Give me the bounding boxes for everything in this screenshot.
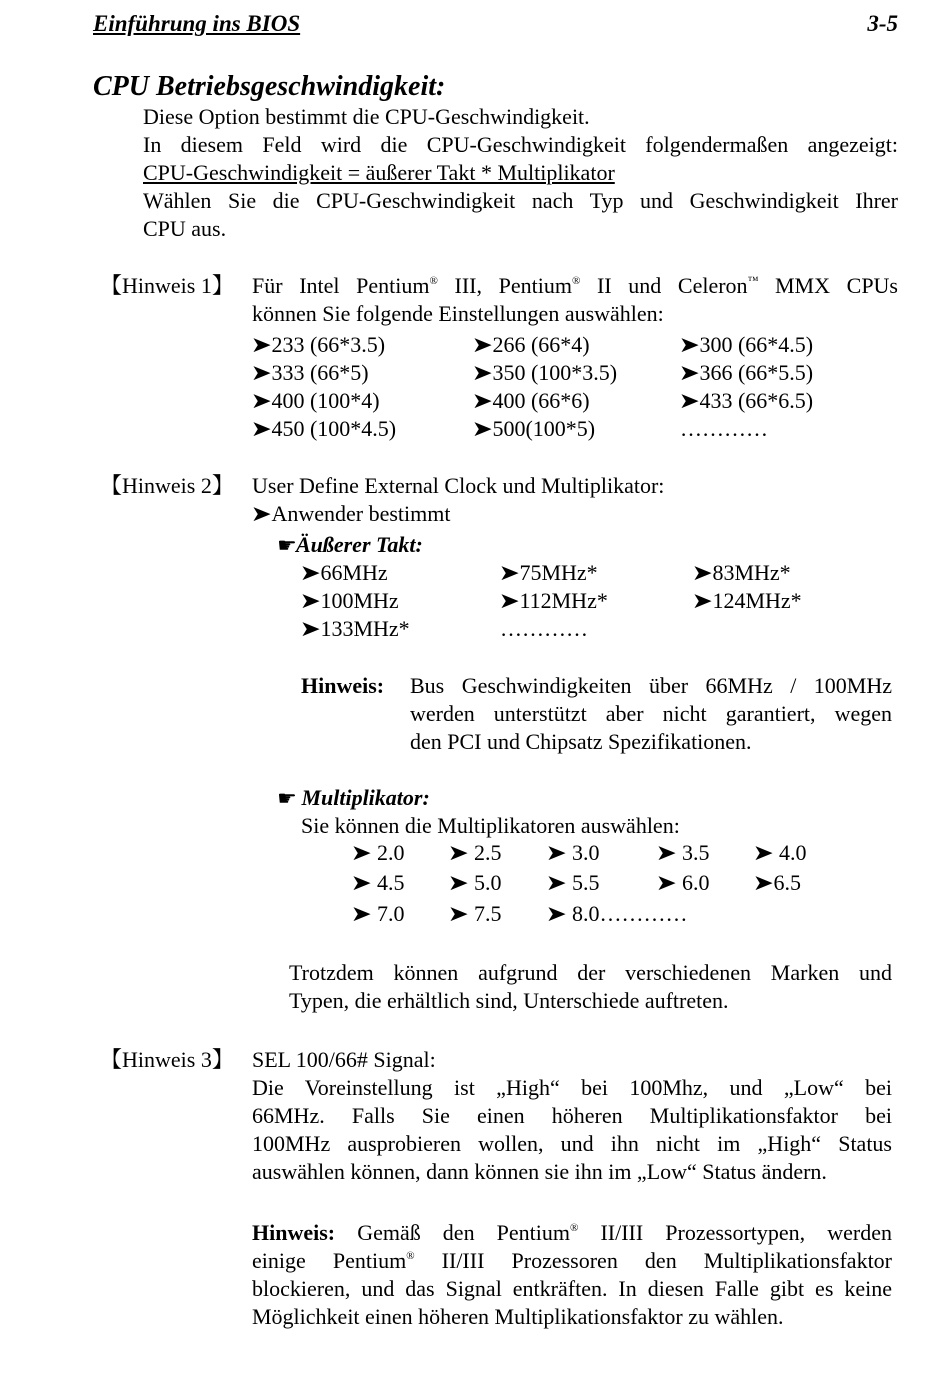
arrow-icon: ➤ (545, 870, 567, 895)
multiplier-option: ➤ 4.0 (752, 840, 807, 865)
cpu-speed-option: ➤433 (66*6.5) (678, 388, 814, 413)
note-3-line: auswählen können, dann können sie ihn im „Low“ Status ändern. (252, 1159, 827, 1184)
arrow-icon: ➤ (250, 332, 272, 357)
clock-option: ➤112MHz* (498, 588, 608, 613)
processor-hint (252, 1219, 892, 1331)
clock-option: ➤133MHz* (299, 616, 410, 641)
arrow-icon: ➤ (498, 588, 520, 613)
arrow-icon: ➤ (545, 840, 567, 865)
arrow-icon: ➤ (350, 870, 372, 895)
variation-line: Trotzdem können aufgrund der verschiedenen Marken und (289, 960, 892, 985)
intro-line: CPU aus. (143, 216, 227, 241)
arrow-icon: ➤ (691, 588, 713, 613)
cpu-speed-option: ➤400 (100*4) (250, 388, 380, 413)
arrow-icon: ➤ (250, 388, 272, 413)
note-3-line: SEL 100/66# Signal: (252, 1047, 436, 1072)
arrow-icon: ➤ (655, 840, 677, 865)
arrow-icon: ➤ (299, 560, 321, 585)
arrow-icon: ➤ (250, 416, 272, 441)
cpu-speed-option: ➤333 (66*5) (250, 360, 369, 385)
multiplier-option: ➤ 6.0 (655, 870, 710, 895)
cpu-speed-option: ➤450 (100*4.5) (250, 416, 397, 441)
variation-note (289, 959, 892, 1015)
note-2-content (252, 472, 898, 528)
multiplier-option: ➤ 3.5 (655, 840, 710, 865)
hint-line: blockieren, und das Signal entkräften. In diesen Falle gibt es keine (252, 1276, 892, 1301)
arrow-icon: ➤ (752, 840, 774, 865)
arrow-icon: ➤ (691, 560, 713, 585)
ellipsis: ………… (680, 416, 768, 441)
clock-option: ➤75MHz* (498, 560, 598, 585)
clock-option: ➤124MHz* (691, 588, 802, 613)
note-3-line: 66MHz. Falls Sie einen höheren Multiplikationsfaktor bei (252, 1103, 892, 1128)
arrow-icon: ➤ (471, 416, 493, 441)
multiplier-option: ➤ 4.5 (350, 870, 405, 895)
cpu-speed-option: ➤350 (100*3.5) (471, 360, 618, 385)
multiplier-option: ➤ 5.5 (545, 870, 600, 895)
multiplier-option: ➤6.5 (752, 870, 801, 895)
arrow-icon: ➤ (678, 332, 700, 357)
intro-paragraph (143, 103, 898, 243)
hint-line: Bus Geschwindigkeiten über 66MHz / 100MHz (410, 673, 892, 698)
note-3-content (252, 1046, 892, 1186)
arrow-icon: ➤ (250, 360, 272, 385)
hint-label: Hinweis: (301, 673, 385, 698)
arrow-icon: ➤ (447, 840, 469, 865)
multiplier-option: ➤ 3.0 (545, 840, 600, 865)
intro-line: Diese Option bestimmt die CPU-Geschwindigkeit. (143, 104, 590, 129)
note-2-label: 【Hinweis 2】 (100, 473, 234, 498)
cpu-speed-option: ➤233 (66*3.5) (250, 332, 386, 357)
multiplier-option: ➤ 5.0 (447, 870, 502, 895)
arrow-icon: ➤ (350, 840, 372, 865)
intro-line: In diesem Feld wird die CPU-Geschwindigkeit folgendermaßen angezeigt: (143, 132, 898, 157)
note-3-label: 【Hinweis 3】 (100, 1047, 234, 1072)
clock-heading: ☛Äußerer Takt: (278, 531, 423, 560)
cpu-speed-option: ➤266 (66*4) (471, 332, 590, 357)
multiplier-option: ➤ 7.5 (447, 901, 502, 926)
cpu-speed-option: ➤400 (66*6) (471, 388, 590, 413)
cpu-speed-option: ➤300 (66*4.5) (678, 332, 814, 357)
variation-line: Typen, die erhältlich sind, Unterschiede auftreten. (289, 988, 729, 1013)
arrow-icon: ➤ (678, 388, 700, 413)
pointing-hand-icon: ☛ (277, 535, 297, 557)
ellipsis: ………… (500, 616, 588, 641)
pointing-hand-icon: ☛ (277, 788, 297, 810)
hint-line: Möglichkeit einen höheren Multiplikationsfaktor zu wählen. (252, 1304, 784, 1329)
multiplier-option: ➤ 7.0 (350, 901, 405, 926)
arrow-icon: ➤ (655, 870, 677, 895)
cpu-speed-option: ➤500(100*5) (471, 416, 596, 441)
arrow-icon: ➤ (447, 901, 469, 926)
hint-line: den PCI und Chipsatz Spezifikationen. (410, 729, 752, 754)
clock-option: ➤66MHz (299, 560, 388, 585)
note-3-line: 100MHz ausprobieren wollen, und ihn nicht im „High“ Status (252, 1131, 892, 1156)
arrow-icon: ➤ (447, 870, 469, 895)
section-title: CPU Betriebsgeschwindigkeit: (93, 71, 446, 102)
note-3-line: Die Voreinstellung ist „High“ bei 100Mhz, und „Low“ bei (252, 1075, 892, 1100)
arrow-icon: ➤ (471, 360, 493, 385)
multiplier-option: ➤ 2.5 (447, 840, 502, 865)
speed-formula: CPU-Geschwindigkeit = äußerer Takt * Multiplikator (143, 160, 615, 185)
arrow-icon: ➤ (752, 870, 774, 895)
hint-line: werden unterstützt aber nicht garantiert, wegen (410, 701, 892, 726)
hint-label: Hinweis: (252, 1220, 336, 1245)
multiplier-heading: ☛ Multiplikator: (278, 784, 430, 813)
page-number: 3-5 (867, 11, 898, 36)
intro-line: Wählen Sie die CPU-Geschwindigkeit nach Typ und Geschwindigkeit Ihrer (143, 188, 898, 213)
note-1-label: 【Hinweis 1】 (100, 273, 234, 298)
clock-option: ➤83MHz* (691, 560, 791, 585)
note-1-line: können Sie folgende Einstellungen auswählen: (252, 301, 664, 326)
arrow-icon: ➤ (678, 360, 700, 385)
arrow-icon: ➤ (471, 332, 493, 357)
note-1-line: Für Intel Pentium® III, Pentium® II und Celeron™ MMX CPUs (252, 273, 898, 298)
note-1-content (252, 272, 898, 328)
running-header-title: Einführung ins BIOS (93, 11, 301, 36)
arrow-icon: ➤ (471, 388, 493, 413)
multiplier-intro: Sie können die Multiplikatoren auswählen: (301, 813, 680, 838)
arrow-icon: ➤ (545, 901, 567, 926)
cpu-speed-option: ➤366 (66*5.5) (678, 360, 814, 385)
arrow-icon: ➤ (299, 588, 321, 613)
bus-hint (410, 672, 892, 756)
multiplier-option: ➤ 8.0………… (545, 901, 688, 926)
arrow-icon: ➤ (498, 560, 520, 585)
multiplier-option: ➤ 2.0 (350, 840, 405, 865)
arrow-icon: ➤ (299, 616, 321, 641)
hint-line: Hinweis: Gemäß den Pentium® II/III Prozessortypen, werden (252, 1220, 892, 1245)
clock-option: ➤100MHz (299, 588, 399, 613)
arrow-icon: ➤ (250, 501, 272, 526)
user-defined-option: ➤Anwender bestimmt (250, 501, 451, 526)
note-2-line: User Define External Clock und Multiplikator: (252, 473, 665, 498)
hint-line: einige Pentium® II/III Prozessoren den Multiplikationsfaktor (252, 1248, 893, 1273)
arrow-icon: ➤ (350, 901, 372, 926)
